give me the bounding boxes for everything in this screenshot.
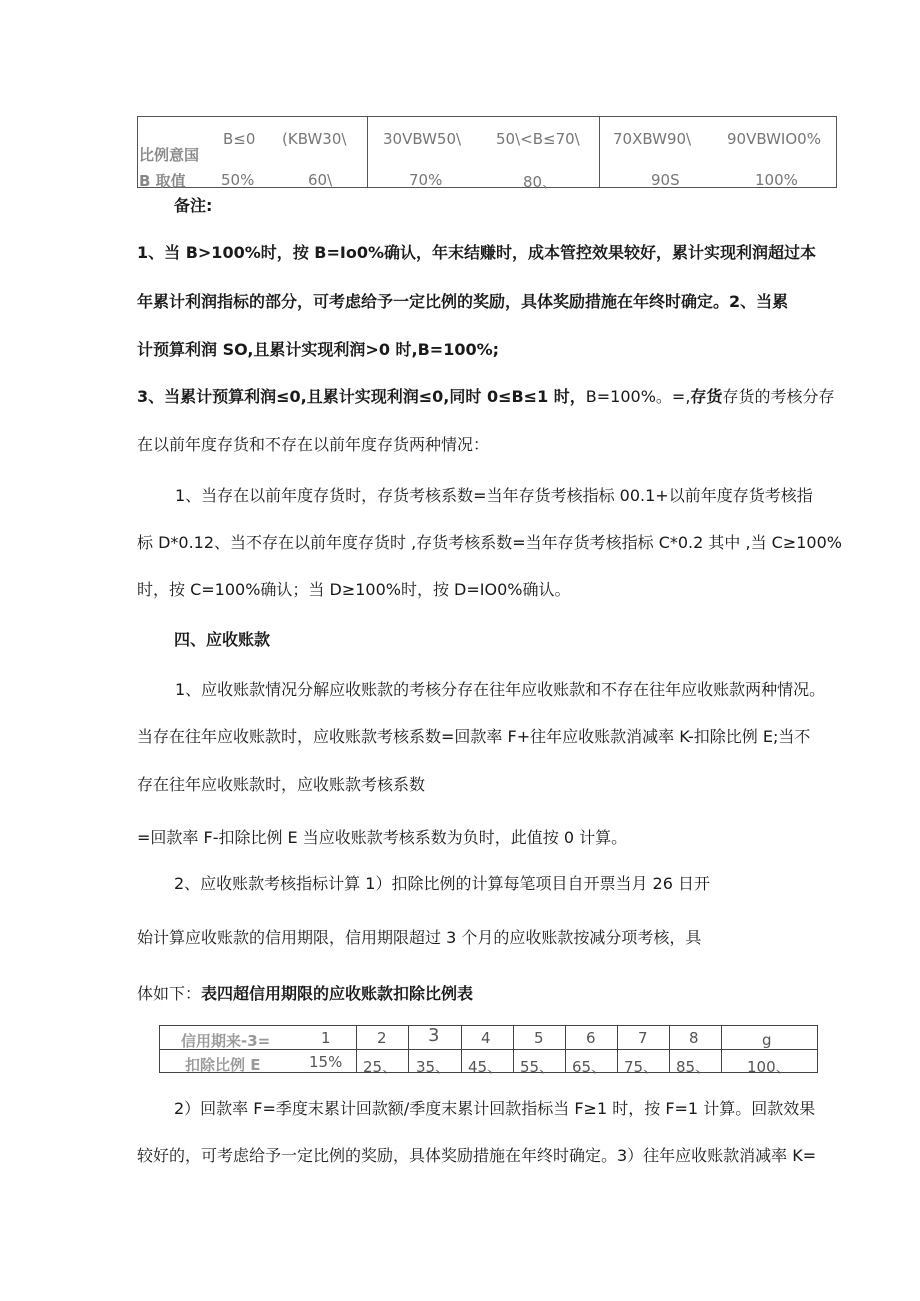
table-header-cell: g [762, 1031, 772, 1049]
row-label: 比例意国 [139, 146, 200, 164]
paragraph-line: 始计算应收账款的信用期限，信用期限超过 3 个月的应收账款按减分项考核，具 [137, 928, 702, 947]
paragraph-line: 在以前年度存货和不存在以前年度存货两种情况： [137, 435, 490, 454]
paragraph-line: 1、应收账款情况分解应收账款的考核分存在往年应收账款和不存在往年应收账款两种情况。 [175, 680, 826, 699]
deduction-table [159, 1025, 818, 1076]
table-header-cell: 4 [481, 1029, 491, 1047]
table-value-cell: 85、 [676, 1058, 711, 1076]
table-border [159, 1025, 818, 1026]
table-border [408, 1025, 409, 1073]
table-value-cell: 90S [651, 171, 680, 189]
table-border [721, 1025, 722, 1073]
paragraph-line: 2、应收账款考核指标计算 1）扣除比例的计算每笔项目自开票当月 26 日开 [174, 874, 710, 893]
table-value-cell: 60\ [308, 171, 333, 189]
paragraph-line [137, 387, 834, 407]
table-header-cell: 50\<B≤70\ [496, 130, 580, 148]
paragraph-line: 较好的，可考虑给予一定比例的奖励，具体奖励措施在年终时确定。3）往年应收账款消减率 K= [137, 1146, 817, 1165]
paragraph-line: 年累计利润指标的部分，可考虑给予一定比例的奖励，具体奖励措施在年终时确定。2、当累 [137, 292, 789, 311]
paragraph-line: =回款率 F-扣除比例 E 当应收账款考核系数为负时，此值按 0 计算。 [137, 828, 628, 847]
table-header-cell: B≤0 [223, 130, 256, 148]
table-value-cell: 100% [755, 171, 798, 189]
table-caption: 表四超信用期限的应收账款扣除比例表 [201, 984, 474, 1003]
table-border [513, 1025, 514, 1073]
table-border [137, 116, 837, 117]
row-label: B 取值 [139, 172, 186, 190]
table-border [836, 116, 837, 188]
table-border [565, 1025, 566, 1073]
table-border [159, 1025, 160, 1073]
row-label: 信用期来-3= [181, 1032, 271, 1050]
table-value-cell: 75、 [624, 1058, 659, 1076]
table-value-cell: 55、 [520, 1058, 555, 1076]
text-span: B=100%。=, [585, 387, 691, 406]
table-header-cell: 5 [534, 1029, 544, 1047]
paragraph-line: 1、当存在以前年度存货时，存货考核系数=当年存货考核指标 00.1+以前年度存货考核指 [175, 486, 813, 505]
table-border [599, 116, 600, 188]
row-label: 扣除比例 E [185, 1056, 261, 1074]
table-header-cell: 7 [638, 1029, 648, 1047]
paragraph-line: 标 D*0.12、当不存在以前年度存货时 ,存货考核系数=当年存货考核指标 C*0.2 其中 ,当 C≥100% [137, 533, 842, 552]
table-value-cell: 50% [221, 171, 255, 189]
table-border [137, 116, 138, 188]
table-value-cell: 35、 [416, 1058, 451, 1076]
text-span: 存货 [690, 387, 723, 406]
ratio-table [137, 116, 837, 191]
table-header-cell: 6 [586, 1029, 596, 1047]
table-border [817, 1025, 818, 1073]
paragraph-line [137, 984, 473, 1004]
table-header-cell: 30VBW50\ [383, 130, 462, 148]
table-header-cell: 1 [321, 1029, 331, 1047]
paragraph-line: 存在往年应收账款时，应收账款考核系数 [137, 775, 426, 794]
table-border [356, 1025, 357, 1073]
table-header-cell: 3 [428, 1025, 440, 1046]
paragraph-line: 当存在往年应收账款时，应收账款考核系数=回款率 F+往年应收账款消减率 K-扣除比例 E;当不 [137, 727, 811, 746]
section-title: 四、应收账款 [174, 630, 271, 649]
table-border [669, 1025, 670, 1073]
paragraph-line: 时，按 C=100%确认；当 D≥100%时，按 D=IO0%确认。 [137, 580, 571, 599]
table-value-cell: 65、 [572, 1058, 607, 1076]
table-header-cell: 8 [689, 1029, 699, 1047]
table-value-cell: 45、 [468, 1058, 503, 1076]
table-border [367, 116, 368, 188]
text-span: 存货的考核分存 [722, 387, 835, 406]
table-value-cell: 70% [409, 171, 443, 189]
text-span: 3、当累计预算利润≤0,且累计实现利润≤0,同时 0≤B≤1 时， [137, 387, 586, 406]
paragraph-line: 2）回款率 F=季度末累计回款额/季度末累计回款指标当 F≥1 时，按 F=1 计算。回款效果 [174, 1099, 816, 1118]
table-header-cell: 2 [377, 1029, 387, 1047]
table-border [461, 1025, 462, 1073]
table-value-cell: 25、 [363, 1058, 398, 1076]
text-span: 体如下： [137, 984, 202, 1003]
paragraph-line: 计预算利润 SO,且累计实现利润>0 时,B=100%; [137, 340, 500, 359]
table-border [617, 1025, 618, 1073]
table-value-cell: 80、 [523, 173, 558, 191]
table-header-cell: 90VBWIO0% [727, 130, 821, 148]
table-value-cell: 15% [309, 1053, 343, 1071]
table-value-cell: 100、 [747, 1058, 791, 1076]
note-title: 备注: [174, 196, 213, 215]
paragraph-line: 1、当 B>100%时，按 B=Io0%确认，年末结赚时，成本管控效果较好，累计实现利润超过本 [137, 243, 817, 262]
table-header-cell: (KBW30\ [282, 130, 347, 148]
table-header-cell: 70XBW90\ [613, 130, 692, 148]
